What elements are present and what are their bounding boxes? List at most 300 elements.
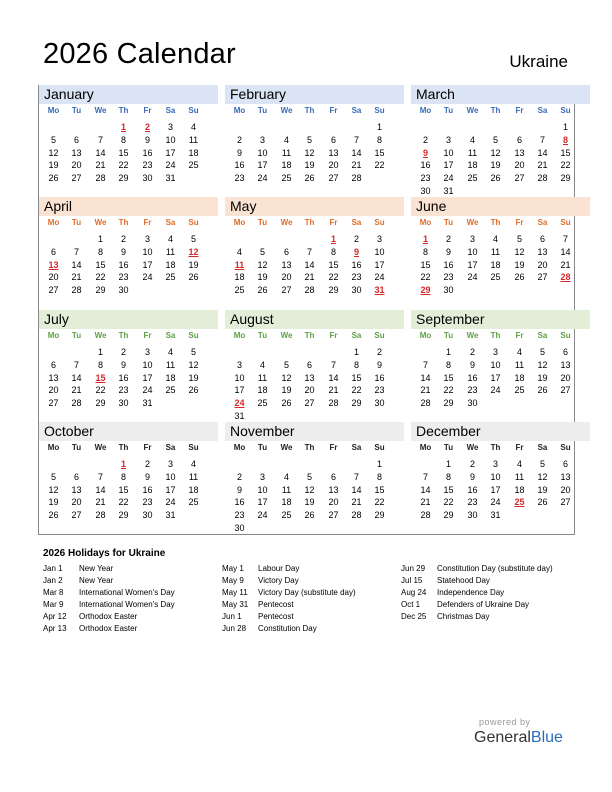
holiday-date-label: May 9 — [222, 576, 244, 585]
calendar-day: 15 — [443, 372, 454, 383]
weekday-label: We — [94, 106, 107, 115]
calendar-day: 18 — [165, 259, 176, 270]
calendar-day: 7 — [353, 134, 359, 145]
calendar-day: 7 — [422, 471, 428, 482]
calendar-day: 22 — [443, 385, 454, 396]
weekday-label: Su — [374, 218, 385, 227]
calendar-day: 13 — [514, 147, 525, 158]
calendar-day: 24 — [490, 497, 501, 508]
month-january — [39, 85, 218, 197]
month-header — [225, 197, 404, 216]
holiday-name: Christmas Day — [437, 612, 490, 621]
month-may — [225, 197, 404, 309]
calendar-day: 6 — [539, 234, 545, 244]
holiday-item — [43, 612, 223, 624]
calendar-day: 29 — [443, 398, 454, 409]
calendar-day: 26 — [188, 385, 199, 396]
holiday-date: 24 — [234, 398, 245, 409]
calendar-day: 6 — [306, 359, 312, 370]
holiday-date-label: May 1 — [222, 564, 244, 573]
calendar-day: 2 — [120, 347, 126, 357]
holidays-column-3 — [401, 564, 581, 624]
weekday-label: Su — [560, 218, 571, 227]
calendar-day: 6 — [562, 347, 568, 357]
calendar-day: 3 — [492, 347, 498, 357]
calendar-day: 9 — [120, 359, 126, 370]
calendar-day: 31 — [234, 411, 245, 421]
calendar-day: 25 — [467, 173, 478, 184]
calendar-day: 18 — [257, 385, 268, 396]
calendar-day: 3 — [445, 134, 451, 145]
calendar-day: 6 — [330, 471, 336, 482]
calendar-day: 7 — [73, 359, 79, 370]
calendar-day: 22 — [351, 385, 362, 396]
calendar-day: 2 — [236, 134, 242, 145]
calendar-day: 1 — [376, 459, 382, 469]
calendar-day: 6 — [73, 471, 79, 482]
calendar-day: 17 — [490, 484, 501, 495]
weekday-label: Th — [490, 106, 501, 115]
calendar-day: 21 — [304, 272, 315, 283]
weekday-label: Mo — [47, 443, 60, 452]
month-name: November — [230, 423, 295, 439]
calendar-day: 1 — [376, 122, 382, 132]
weekday-label: Fr — [329, 218, 338, 227]
calendar-day: 15 — [560, 147, 571, 158]
month-name: March — [416, 86, 455, 102]
weekday-label: Th — [118, 106, 129, 115]
calendar-day: 4 — [167, 234, 173, 244]
calendar-day: 4 — [516, 459, 522, 469]
holiday-date-label: Mar 8 — [43, 588, 64, 597]
holiday-name: International Women's Day — [79, 588, 175, 597]
calendar-day: 14 — [537, 147, 548, 158]
weekday-label: Mo — [233, 443, 246, 452]
holiday-name: Constitution Day (substitute day) — [437, 564, 553, 573]
holiday-item — [222, 624, 402, 636]
calendar-day: 23 — [467, 385, 478, 396]
calendar-day: 20 — [71, 160, 82, 171]
calendar-day: 23 — [467, 497, 478, 508]
calendar-day: 23 — [142, 497, 153, 508]
calendar-day: 12 — [188, 359, 199, 370]
calendar-day: 28 — [95, 510, 106, 521]
holiday-item — [222, 588, 402, 600]
weekday-label: Th — [304, 218, 315, 227]
calendar-day: 4 — [492, 234, 498, 244]
calendar-day: 8 — [97, 246, 103, 257]
calendar-day: 24 — [257, 173, 268, 184]
month-name: April — [44, 198, 73, 214]
calendar-day: 27 — [48, 285, 59, 296]
calendar-day: 25 — [281, 510, 292, 521]
calendar-day: 2 — [144, 459, 150, 469]
month-december — [411, 422, 590, 534]
calendar-day: 10 — [257, 484, 268, 495]
weekday-label: Mo — [419, 218, 432, 227]
calendar-day: 26 — [304, 173, 315, 184]
calendar-day: 14 — [71, 259, 82, 270]
calendar-day: 25 — [188, 497, 199, 508]
month-march — [411, 85, 590, 197]
weekday-label: Fr — [515, 218, 524, 227]
calendar-day: 13 — [304, 372, 315, 383]
holiday-name: Constitution Day — [258, 624, 317, 633]
page-title: 2026 Calendar — [43, 38, 236, 70]
holidays-title: 2026 Holidays for Ukraine — [43, 548, 166, 559]
month-header — [39, 197, 218, 216]
holiday-name: Labour Day — [258, 564, 300, 573]
calendar-day: 17 — [165, 147, 176, 158]
calendar-day: 21 — [95, 497, 106, 508]
calendar-day: 9 — [144, 471, 150, 482]
holiday-item — [401, 612, 581, 624]
calendar-day: 7 — [539, 134, 545, 145]
calendar-day: 29 — [374, 510, 385, 521]
holiday-date-label: Aug 24 — [401, 588, 427, 597]
calendar-day: 30 — [351, 285, 362, 296]
calendar-day: 12 — [48, 147, 59, 158]
calendar-day: 12 — [490, 147, 501, 158]
calendar-day: 19 — [304, 497, 315, 508]
calendar-day: 30 — [420, 186, 431, 196]
weekday-label: Sa — [165, 218, 176, 227]
month-header — [225, 422, 404, 441]
calendar-day: 7 — [330, 359, 336, 370]
holiday-name: Orthodox Easter — [79, 624, 138, 633]
calendar-day: 11 — [281, 484, 292, 495]
calendar-day: 11 — [188, 471, 199, 482]
calendar-day: 16 — [420, 160, 431, 171]
calendar-day: 11 — [514, 359, 525, 370]
holiday-name: Statehood Day — [437, 576, 490, 585]
weekday-label: Su — [374, 443, 385, 452]
holiday-date: 8 — [562, 134, 568, 145]
calendar-day: 29 — [95, 398, 106, 409]
calendar-day: 19 — [257, 272, 268, 283]
calendar-day: 20 — [514, 160, 525, 171]
calendar-day: 27 — [328, 510, 339, 521]
holiday-item — [43, 576, 223, 588]
calendar-day: 4 — [190, 459, 196, 469]
calendar-day: 8 — [376, 471, 382, 482]
calendar-day: 6 — [330, 134, 336, 145]
powered-by-text: powered by — [479, 717, 531, 727]
calendar-day: 17 — [234, 385, 245, 396]
calendar-day: 10 — [142, 246, 153, 257]
calendar-day: 24 — [490, 385, 501, 396]
calendar-day: 16 — [118, 259, 129, 270]
calendar-day: 15 — [95, 259, 106, 270]
calendar-day: 17 — [257, 160, 268, 171]
holiday-item — [43, 588, 223, 600]
holiday-item — [43, 564, 223, 576]
weekday-label: Sa — [351, 218, 362, 227]
calendar-day: 16 — [142, 484, 153, 495]
calendar-day: 7 — [562, 234, 568, 244]
calendar-day: 24 — [374, 272, 385, 283]
calendar-day: 5 — [516, 234, 522, 244]
calendar-day: 2 — [353, 234, 359, 244]
calendar-day: 28 — [71, 285, 82, 296]
calendar-day: 15 — [443, 484, 454, 495]
calendar-day: 9 — [376, 359, 382, 370]
calendar-day: 22 — [118, 497, 129, 508]
holiday-date: 15 — [95, 372, 106, 383]
calendar-day: 16 — [118, 372, 129, 383]
holiday-name: Victory Day — [258, 576, 299, 585]
weekday-label: Tu — [257, 106, 268, 115]
holiday-date-label: Jun 1 — [222, 612, 242, 621]
holiday-item — [222, 612, 402, 624]
calendar-day: 21 — [560, 259, 571, 270]
calendar-day: 23 — [118, 385, 129, 396]
calendar-day: 23 — [351, 272, 362, 283]
calendar-day: 2 — [236, 471, 242, 482]
weekday-label: Sa — [351, 443, 362, 452]
weekday-label: Mo — [233, 106, 246, 115]
country-label: Ukraine — [509, 52, 568, 71]
weekday-label: Th — [118, 331, 129, 340]
calendar-day: 26 — [48, 510, 59, 521]
calendar-day: 5 — [190, 347, 196, 357]
calendar-day: 19 — [537, 372, 548, 383]
holiday-date-label: Apr 13 — [43, 624, 67, 633]
weekday-label: Th — [118, 443, 129, 452]
calendar-day: 22 — [560, 160, 571, 171]
calendar-day: 19 — [188, 259, 199, 270]
calendar-day: 2 — [445, 234, 451, 244]
weekday-label: Mo — [233, 331, 246, 340]
month-june — [411, 197, 590, 309]
calendar-day: 10 — [234, 372, 245, 383]
calendar-day: 4 — [469, 134, 475, 145]
weekday-label: Fr — [329, 106, 338, 115]
weekday-label: Tu — [443, 106, 454, 115]
calendar-day: 20 — [560, 484, 571, 495]
calendar-day: 17 — [142, 372, 153, 383]
calendar-day: 21 — [537, 160, 548, 171]
holiday-name: New Year — [79, 576, 114, 585]
month-name: October — [44, 423, 94, 439]
holiday-date: 1 — [330, 234, 336, 244]
calendar-day: 27 — [560, 385, 571, 396]
calendar-day: 24 — [165, 160, 176, 171]
calendar-day: 25 — [188, 160, 199, 171]
calendar-day: 16 — [234, 497, 245, 508]
calendar-day: 18 — [281, 497, 292, 508]
calendar-day: 19 — [188, 372, 199, 383]
calendar-day: 25 — [165, 385, 176, 396]
calendar-day: 25 — [281, 173, 292, 184]
calendar-day: 3 — [469, 234, 475, 244]
weekday-label: Mo — [419, 443, 432, 452]
calendar-day: 4 — [283, 471, 289, 482]
holiday-name: Orthodox Easter — [79, 612, 138, 621]
holiday-date-label: Mar 9 — [43, 600, 64, 609]
calendar-day: 13 — [328, 147, 339, 158]
weekday-label: Su — [188, 106, 199, 115]
calendar-day: 8 — [376, 134, 382, 145]
calendar-day: 10 — [490, 359, 501, 370]
calendar-day: 14 — [420, 372, 431, 383]
calendar-day: 17 — [490, 372, 501, 383]
weekday-label: Fr — [329, 331, 338, 340]
calendar-day: 1 — [562, 122, 568, 132]
holiday-date-label: Jun 29 — [401, 564, 426, 573]
calendar-day: 13 — [537, 246, 548, 257]
calendar-day: 8 — [120, 471, 126, 482]
calendar-day: 25 — [490, 272, 501, 283]
calendar-day: 30 — [467, 510, 478, 521]
calendar-day: 23 — [234, 173, 245, 184]
weekday-label: We — [466, 218, 479, 227]
calendar-day: 2 — [376, 347, 382, 357]
month-header — [411, 85, 590, 104]
holiday-date-label: Apr 12 — [43, 612, 67, 621]
calendar-day: 10 — [165, 134, 176, 145]
calendar-day: 15 — [374, 147, 385, 158]
month-name: January — [44, 86, 94, 102]
calendar-day: 26 — [188, 272, 199, 283]
calendar-day: 25 — [234, 285, 245, 296]
calendar-day: 5 — [539, 347, 545, 357]
calendar-day: 18 — [490, 259, 501, 270]
calendar-day: 20 — [328, 497, 339, 508]
month-name: February — [230, 86, 287, 102]
calendar-day: 24 — [443, 173, 454, 184]
calendar-day: 30 — [118, 285, 129, 296]
weekday-label: Mo — [47, 106, 60, 115]
calendar-day: 11 — [467, 147, 478, 158]
holiday-item — [401, 588, 581, 600]
calendar-day: 19 — [537, 484, 548, 495]
calendar-day: 15 — [351, 372, 362, 383]
month-name: May — [230, 198, 257, 214]
weekday-label: Sa — [165, 106, 176, 115]
weekday-label: Fr — [143, 443, 152, 452]
calendar-day: 27 — [514, 173, 525, 184]
calendar-day: 1 — [97, 347, 103, 357]
holiday-name: Independence Day — [437, 588, 505, 597]
calendar-day: 16 — [443, 259, 454, 270]
month-july — [39, 310, 218, 422]
calendar-day: 11 — [281, 147, 292, 158]
calendar-day: 30 — [118, 398, 129, 409]
holiday-date: 1 — [120, 459, 126, 469]
calendar-day: 28 — [537, 173, 548, 184]
calendar-day: 17 — [142, 259, 153, 270]
calendar-grid — [38, 85, 575, 535]
holiday-item — [222, 564, 402, 576]
weekday-label: Sa — [537, 106, 548, 115]
weekday-label: We — [466, 331, 479, 340]
calendar-day: 29 — [560, 173, 571, 184]
calendar-day: 25 — [165, 272, 176, 283]
calendar-day: 4 — [516, 347, 522, 357]
weekday-label: Su — [188, 443, 199, 452]
calendar-day: 5 — [50, 134, 56, 145]
month-header — [39, 422, 218, 441]
calendar-day: 2 — [469, 459, 475, 469]
calendar-day: 22 — [374, 497, 385, 508]
weekday-label: Mo — [47, 218, 60, 227]
holiday-date-label: Jul 15 — [401, 576, 423, 585]
calendar-day: 19 — [48, 497, 59, 508]
calendar-day: 28 — [304, 285, 315, 296]
calendar-day: 15 — [328, 259, 339, 270]
month-header — [411, 197, 590, 216]
calendar-day: 14 — [95, 147, 106, 158]
weekday-label: Th — [304, 106, 315, 115]
weekday-label: Tu — [71, 443, 82, 452]
calendar-day: 18 — [514, 372, 525, 383]
calendar-day: 6 — [562, 459, 568, 469]
calendar-day: 5 — [539, 459, 545, 469]
calendar-day: 19 — [514, 259, 525, 270]
calendar-day: 13 — [281, 259, 292, 270]
holidays-column-2 — [222, 564, 402, 636]
weekday-label: Sa — [537, 443, 548, 452]
calendar-day: 11 — [165, 359, 176, 370]
calendar-day: 10 — [490, 471, 501, 482]
holiday-item — [43, 624, 223, 636]
calendar-day: 18 — [188, 147, 199, 158]
calendar-day: 17 — [257, 497, 268, 508]
calendar-day: 13 — [71, 147, 82, 158]
calendar-day: 19 — [281, 385, 292, 396]
brand-blue: Blue — [530, 729, 563, 746]
calendar-day: 25 — [257, 398, 268, 409]
calendar-day: 24 — [165, 497, 176, 508]
weekday-label: Mo — [233, 218, 246, 227]
calendar-day: 6 — [73, 134, 79, 145]
calendar-day: 14 — [71, 372, 82, 383]
brand-general: General — [474, 729, 531, 746]
weekday-label: Fr — [515, 106, 524, 115]
calendar-day: 9 — [445, 246, 451, 257]
calendar-day: 8 — [445, 359, 451, 370]
calendar-day: 19 — [490, 160, 501, 171]
weekday-label: Th — [304, 331, 315, 340]
calendar-day: 7 — [306, 246, 312, 257]
weekday-label: Mo — [419, 106, 432, 115]
calendar-day: 14 — [560, 246, 571, 257]
calendar-day: 21 — [351, 160, 362, 171]
weekday-label: Fr — [329, 443, 338, 452]
calendar-day: 8 — [445, 471, 451, 482]
calendar-day: 29 — [118, 510, 129, 521]
calendar-day: 14 — [351, 147, 362, 158]
calendar-day: 12 — [304, 147, 315, 158]
calendar-day: 4 — [259, 359, 265, 370]
weekday-label: We — [280, 106, 293, 115]
calendar-day: 16 — [467, 372, 478, 383]
calendar-day: 17 — [467, 259, 478, 270]
holiday-date: 1 — [120, 122, 126, 132]
calendar-day: 29 — [443, 510, 454, 521]
calendar-day: 8 — [120, 134, 126, 145]
month-header — [225, 85, 404, 104]
weekday-label: Th — [118, 218, 129, 227]
brand-logo[interactable] — [474, 729, 563, 747]
calendar-day: 22 — [95, 385, 106, 396]
month-header — [411, 422, 590, 441]
calendar-day: 16 — [142, 147, 153, 158]
calendar-day: 28 — [71, 398, 82, 409]
holiday-item — [222, 576, 402, 588]
calendar-day: 4 — [236, 246, 242, 257]
